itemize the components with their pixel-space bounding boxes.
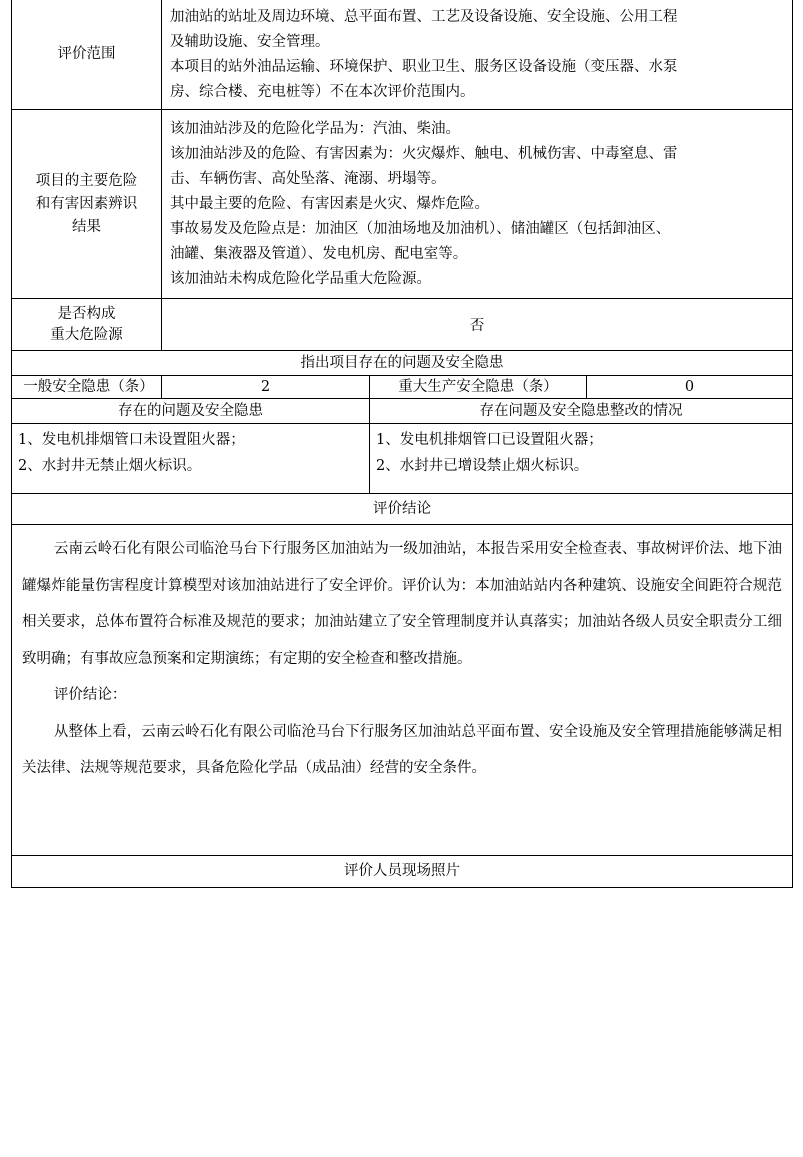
issues-header-row (12, 399, 793, 424)
hazard-line: 该加油站涉及的危险、有害因素为：火灾爆炸、触电、机械伤害、中毒窒息、雷 (170, 145, 678, 162)
major-hazard-label-line: 重大危险源 (50, 326, 123, 343)
hazard-content (162, 110, 793, 299)
conclusion-paragraph: 从整体上看，云南云岭石化有限公司临沧马台下行服务区加油站总平面布置、安全设施及安全管理措施能够满足相关法律、法规等规范要求，具备危险化学品（成品油）经营的安全条件。 (22, 723, 782, 776)
hazard-row (12, 110, 793, 299)
conclusion-body (12, 525, 793, 856)
hazard-line: 油罐、集液器及管道）、发电机房、配电室等。 (170, 245, 468, 262)
assessment-report-page (11, 0, 792, 888)
issues-left-header: 存在的问题及安全隐患 (12, 399, 370, 424)
hazard-counts-row (12, 376, 793, 399)
assessment-table (11, 0, 793, 888)
issues-row (12, 424, 793, 494)
conclusion-paragraph: 云南云岭石化有限公司临沧马台下行服务区加油站为一级加油站，本报告采用安全检查表、事故树评价法、地下油罐爆炸能量伤害程度计算模型对该加油站进行了安全评价。评价认为：本加油站站内各种建筑、设施安全间距符合规范相关要求，总体布置符合标准及规范的要求；加油站建立了安全管理制度并认真落实；加油站各级人员安全职责分工细致明确；有事故应急预案和定期演练；有定期的安全检查和整改措施。 (22, 541, 782, 667)
hazard-label (12, 110, 162, 299)
issue-item: 2、水封井无禁止烟火标识。 (18, 458, 202, 474)
issues-right-header: 存在问题及安全隐患整改的情况 (370, 399, 793, 424)
photos-row (12, 856, 793, 888)
general-hazard-count-value: 2 (162, 376, 370, 399)
scope-label: 评价范围 (12, 0, 162, 110)
rectification-list (370, 424, 793, 494)
major-hazard-count-label: 重大生产安全隐患（条） (370, 376, 587, 399)
conclusion-row (12, 525, 793, 856)
hazard-label-line: 和有害因素辨识 (35, 195, 138, 212)
hazard-line: 事故易发及危险点是：加油区（加油场地及加油机）、储油罐区（包括卸油区、 (170, 220, 671, 237)
rectification-item: 1、发电机排烟管口已设置阻火器； (376, 432, 603, 448)
major-hazard-value: 否 (162, 299, 793, 351)
scope-line: 房、综合楼、充电桩等）不在本次评价范围内。 (170, 83, 475, 100)
hazard-line: 该加油站涉及的危险化学品为：汽油、柴油。 (170, 120, 460, 137)
conclusion-header-row (12, 494, 793, 525)
major-hazard-count-value: 0 (587, 376, 793, 399)
issues-section-title: 指出项目存在的问题及安全隐患 (12, 351, 793, 376)
scope-content (162, 0, 793, 110)
scope-line: 及辅助设施、安全管理。 (170, 33, 330, 50)
major-hazard-label-line: 是否构成 (57, 305, 116, 322)
rectification-item: 2、水封井已增设禁止烟火标识。 (376, 458, 589, 474)
photos-title: 评价人员现场照片 (12, 856, 793, 888)
hazard-line: 击、车辆伤害、高处坠落、淹溺、坍塌等。 (170, 170, 446, 187)
scope-row (12, 0, 793, 110)
scope-line: 加油站的站址及周边环境、总平面布置、工艺及设备设施、安全设施、公用工程 (170, 8, 678, 25)
issues-section-row (12, 351, 793, 376)
hazard-label-line: 项目的主要危险 (35, 172, 138, 189)
scope-line: 本项目的站外油品运输、环境保护、职业卫生、服务区设备设施（变压器、水泵 (170, 58, 678, 75)
hazard-label-line: 结果 (72, 218, 101, 235)
issues-list (12, 424, 370, 494)
issue-item: 1、发电机排烟管口未设置阻火器； (18, 432, 245, 448)
major-hazard-label (12, 299, 162, 351)
hazard-line: 该加油站未构成危险化学品重大危险源。 (170, 270, 431, 287)
general-hazard-count-label: 一般安全隐患（条） (12, 376, 162, 399)
conclusion-subheading: 评价结论： (53, 687, 127, 703)
hazard-line: 其中最主要的危险、有害因素是火灾、爆炸危险。 (170, 195, 489, 212)
major-hazard-row (12, 299, 793, 351)
conclusion-title: 评价结论 (12, 494, 793, 525)
